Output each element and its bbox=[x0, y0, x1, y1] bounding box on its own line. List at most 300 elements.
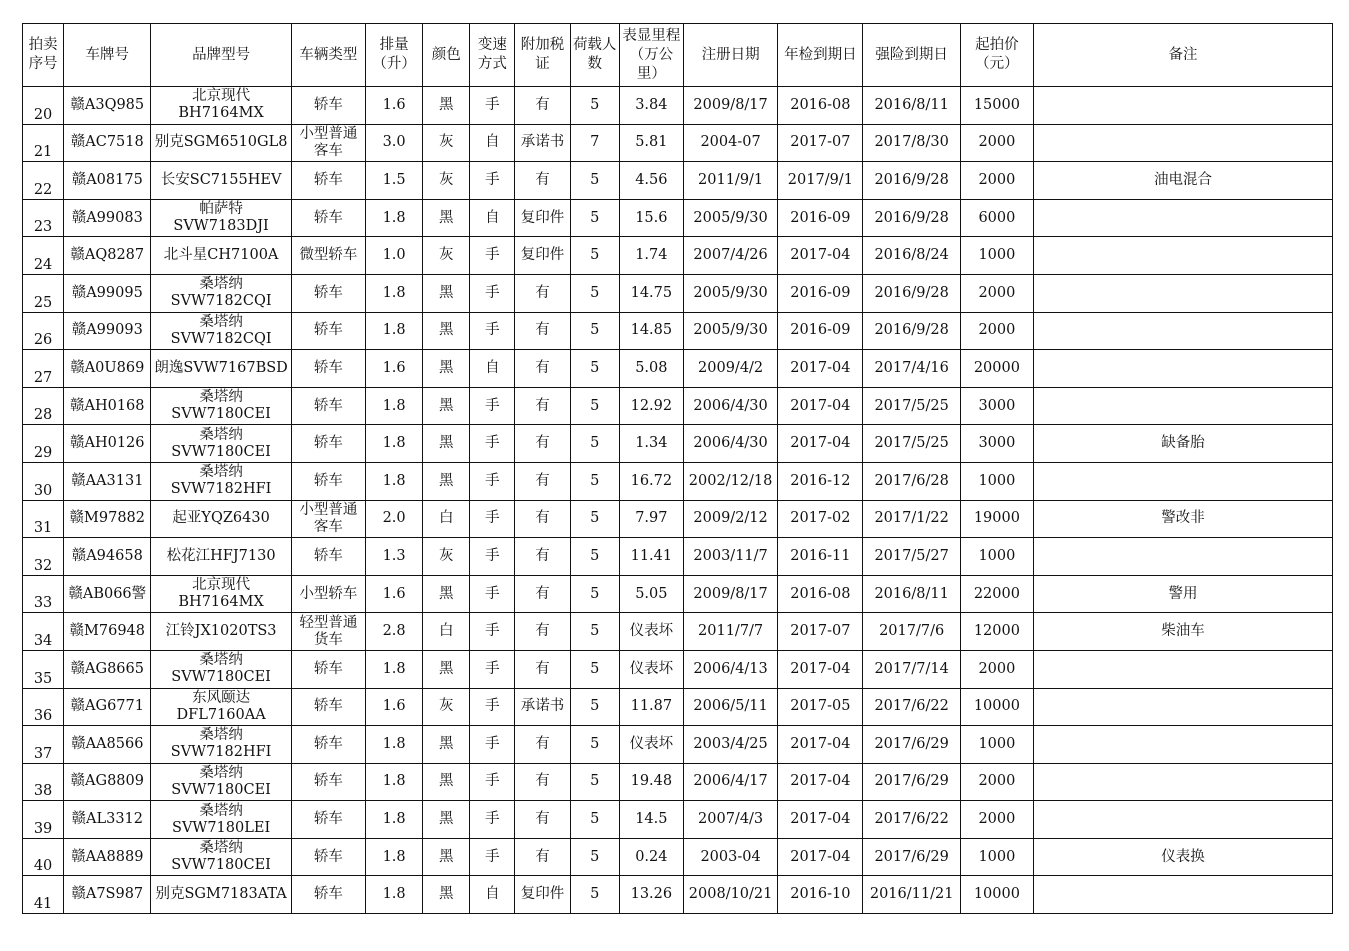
cell-plate: 赣AA8889 bbox=[64, 838, 151, 876]
table-row bbox=[23, 801, 1333, 839]
cell-transmission: 自 bbox=[470, 350, 515, 388]
cell-displacement: 1.0 bbox=[366, 237, 423, 275]
cell-vehicle-type: 轿车 bbox=[291, 274, 365, 312]
cell-plate: 赣AA3131 bbox=[64, 462, 151, 500]
cell-start-price: 2000 bbox=[960, 124, 1033, 162]
cell-inspection-due: 2017-04 bbox=[778, 838, 863, 876]
cell-start-price: 1000 bbox=[960, 726, 1033, 764]
cell-registration-date: 2007/4/26 bbox=[683, 237, 777, 275]
cell-transmission: 手 bbox=[470, 274, 515, 312]
cell-displacement: 1.6 bbox=[366, 350, 423, 388]
header-auction-no: 拍卖序号 bbox=[23, 24, 64, 87]
cell-tax-cert: 有 bbox=[515, 838, 570, 876]
cell-auction-no: 28 bbox=[23, 387, 64, 425]
cell-start-price: 3000 bbox=[960, 425, 1033, 463]
cell-brand-model: 桑塔纳SVW7182CQI bbox=[151, 312, 291, 350]
cell-inspection-due: 2017-04 bbox=[778, 237, 863, 275]
cell-transmission: 手 bbox=[470, 688, 515, 726]
cell-color: 黑 bbox=[423, 575, 470, 613]
cell-insurance-due: 2016/9/28 bbox=[863, 199, 960, 237]
cell-remarks: 油电混合 bbox=[1034, 162, 1333, 200]
cell-vehicle-type: 小型轿车 bbox=[291, 575, 365, 613]
table-row bbox=[23, 425, 1333, 463]
cell-auction-no: 41 bbox=[23, 876, 64, 914]
table-row bbox=[23, 162, 1333, 200]
cell-vehicle-type: 轿车 bbox=[291, 876, 365, 914]
cell-insurance-due: 2017/5/25 bbox=[863, 425, 960, 463]
cell-tax-cert: 有 bbox=[515, 763, 570, 801]
cell-remarks bbox=[1034, 462, 1333, 500]
cell-displacement: 1.8 bbox=[366, 801, 423, 839]
cell-tax-cert: 有 bbox=[515, 575, 570, 613]
cell-tax-cert: 有 bbox=[515, 650, 570, 688]
cell-inspection-due: 2017-04 bbox=[778, 425, 863, 463]
cell-registration-date: 2005/9/30 bbox=[683, 199, 777, 237]
cell-plate: 赣AA8566 bbox=[64, 726, 151, 764]
cell-start-price: 22000 bbox=[960, 575, 1033, 613]
cell-vehicle-type: 轿车 bbox=[291, 199, 365, 237]
cell-color: 黑 bbox=[423, 274, 470, 312]
header-plate: 车牌号 bbox=[64, 24, 151, 87]
cell-plate: 赣A99083 bbox=[64, 199, 151, 237]
cell-vehicle-type: 轿车 bbox=[291, 350, 365, 388]
cell-start-price: 10000 bbox=[960, 688, 1033, 726]
cell-auction-no: 38 bbox=[23, 763, 64, 801]
cell-displacement: 1.8 bbox=[366, 462, 423, 500]
cell-start-price: 2000 bbox=[960, 763, 1033, 801]
cell-seats: 5 bbox=[570, 838, 619, 876]
cell-vehicle-type: 轿车 bbox=[291, 87, 365, 125]
table-row bbox=[23, 613, 1333, 651]
cell-remarks bbox=[1034, 199, 1333, 237]
cell-tax-cert: 有 bbox=[515, 500, 570, 538]
cell-seats: 5 bbox=[570, 763, 619, 801]
cell-brand-model: 桑塔纳SVW7180CEI bbox=[151, 425, 291, 463]
cell-plate: 赣M97882 bbox=[64, 500, 151, 538]
cell-registration-date: 2006/4/13 bbox=[683, 650, 777, 688]
cell-vehicle-type: 轿车 bbox=[291, 162, 365, 200]
cell-brand-model: 江铃JX1020TS3 bbox=[151, 613, 291, 651]
cell-registration-date: 2009/2/12 bbox=[683, 500, 777, 538]
cell-auction-no: 25 bbox=[23, 274, 64, 312]
cell-inspection-due: 2017-07 bbox=[778, 124, 863, 162]
cell-auction-no: 30 bbox=[23, 462, 64, 500]
cell-mileage: 仪表坏 bbox=[619, 650, 683, 688]
cell-inspection-due: 2017-04 bbox=[778, 350, 863, 388]
cell-insurance-due: 2017/6/29 bbox=[863, 726, 960, 764]
cell-color: 黑 bbox=[423, 726, 470, 764]
cell-vehicle-type: 轿车 bbox=[291, 312, 365, 350]
cell-auction-no: 20 bbox=[23, 87, 64, 125]
cell-plate: 赣A94658 bbox=[64, 538, 151, 576]
cell-color: 黑 bbox=[423, 650, 470, 688]
cell-color: 黑 bbox=[423, 350, 470, 388]
cell-start-price: 6000 bbox=[960, 199, 1033, 237]
cell-brand-model: 北京现代BH7164MX bbox=[151, 575, 291, 613]
cell-remarks bbox=[1034, 274, 1333, 312]
cell-displacement: 1.8 bbox=[366, 199, 423, 237]
header-insurance-due: 强险到期日 bbox=[863, 24, 960, 87]
cell-seats: 5 bbox=[570, 650, 619, 688]
cell-inspection-due: 2017-07 bbox=[778, 613, 863, 651]
cell-start-price: 20000 bbox=[960, 350, 1033, 388]
cell-transmission: 手 bbox=[470, 87, 515, 125]
cell-plate: 赣AG6771 bbox=[64, 688, 151, 726]
cell-brand-model: 北斗星CH7100A bbox=[151, 237, 291, 275]
table-row bbox=[23, 538, 1333, 576]
cell-seats: 5 bbox=[570, 876, 619, 914]
cell-inspection-due: 2016-11 bbox=[778, 538, 863, 576]
cell-seats: 5 bbox=[570, 462, 619, 500]
cell-mileage: 14.75 bbox=[619, 274, 683, 312]
cell-transmission: 手 bbox=[470, 575, 515, 613]
cell-remarks bbox=[1034, 387, 1333, 425]
cell-inspection-due: 2016-09 bbox=[778, 312, 863, 350]
table-row bbox=[23, 237, 1333, 275]
cell-tax-cert: 有 bbox=[515, 162, 570, 200]
cell-seats: 5 bbox=[570, 575, 619, 613]
cell-mileage: 12.92 bbox=[619, 387, 683, 425]
cell-plate: 赣M76948 bbox=[64, 613, 151, 651]
cell-vehicle-type: 轿车 bbox=[291, 838, 365, 876]
cell-color: 黑 bbox=[423, 87, 470, 125]
cell-mileage: 19.48 bbox=[619, 763, 683, 801]
cell-insurance-due: 2017/7/6 bbox=[863, 613, 960, 651]
cell-vehicle-type: 轻型普通货车 bbox=[291, 613, 365, 651]
header-row bbox=[23, 24, 1333, 87]
cell-auction-no: 40 bbox=[23, 838, 64, 876]
cell-displacement: 3.0 bbox=[366, 124, 423, 162]
cell-vehicle-type: 小型普通客车 bbox=[291, 500, 365, 538]
cell-insurance-due: 2017/6/22 bbox=[863, 688, 960, 726]
table-row bbox=[23, 274, 1333, 312]
cell-transmission: 手 bbox=[470, 162, 515, 200]
cell-mileage: 11.87 bbox=[619, 688, 683, 726]
cell-inspection-due: 2017-04 bbox=[778, 650, 863, 688]
cell-displacement: 1.8 bbox=[366, 838, 423, 876]
cell-vehicle-type: 轿车 bbox=[291, 462, 365, 500]
table-row bbox=[23, 763, 1333, 801]
cell-color: 黑 bbox=[423, 462, 470, 500]
cell-remarks bbox=[1034, 312, 1333, 350]
cell-remarks bbox=[1034, 650, 1333, 688]
cell-registration-date: 2008/10/21 bbox=[683, 876, 777, 914]
cell-vehicle-type: 轿车 bbox=[291, 726, 365, 764]
cell-displacement: 1.8 bbox=[366, 274, 423, 312]
cell-tax-cert: 有 bbox=[515, 425, 570, 463]
cell-plate: 赣AL3312 bbox=[64, 801, 151, 839]
cell-mileage: 5.05 bbox=[619, 575, 683, 613]
cell-color: 黑 bbox=[423, 425, 470, 463]
cell-color: 灰 bbox=[423, 688, 470, 726]
cell-insurance-due: 2016/9/28 bbox=[863, 274, 960, 312]
cell-remarks: 警改非 bbox=[1034, 500, 1333, 538]
cell-brand-model: 桑塔纳SVW7182HFI bbox=[151, 726, 291, 764]
cell-mileage: 1.74 bbox=[619, 237, 683, 275]
cell-transmission: 自 bbox=[470, 199, 515, 237]
cell-inspection-due: 2016-09 bbox=[778, 199, 863, 237]
cell-seats: 5 bbox=[570, 199, 619, 237]
cell-start-price: 2000 bbox=[960, 650, 1033, 688]
cell-seats: 5 bbox=[570, 613, 619, 651]
header-brand-model: 品牌型号 bbox=[151, 24, 291, 87]
cell-brand-model: 桑塔纳SVW7180CEI bbox=[151, 763, 291, 801]
cell-brand-model: 帕萨特SVW7183DJI bbox=[151, 199, 291, 237]
cell-mileage: 15.6 bbox=[619, 199, 683, 237]
cell-remarks bbox=[1034, 538, 1333, 576]
cell-mileage: 仪表坏 bbox=[619, 613, 683, 651]
cell-transmission: 手 bbox=[470, 763, 515, 801]
cell-insurance-due: 2017/5/27 bbox=[863, 538, 960, 576]
cell-registration-date: 2011/7/7 bbox=[683, 613, 777, 651]
cell-color: 白 bbox=[423, 613, 470, 651]
cell-auction-no: 24 bbox=[23, 237, 64, 275]
cell-color: 黑 bbox=[423, 312, 470, 350]
cell-transmission: 手 bbox=[470, 425, 515, 463]
cell-plate: 赣A3Q985 bbox=[64, 87, 151, 125]
header-inspection-due: 年检到期日 bbox=[778, 24, 863, 87]
cell-mileage: 14.5 bbox=[619, 801, 683, 839]
cell-start-price: 2000 bbox=[960, 274, 1033, 312]
table-row bbox=[23, 838, 1333, 876]
cell-inspection-due: 2017-04 bbox=[778, 801, 863, 839]
cell-auction-no: 32 bbox=[23, 538, 64, 576]
cell-displacement: 1.8 bbox=[366, 387, 423, 425]
cell-plate: 赣AG8665 bbox=[64, 650, 151, 688]
cell-remarks bbox=[1034, 876, 1333, 914]
cell-tax-cert: 复印件 bbox=[515, 876, 570, 914]
cell-vehicle-type: 轿车 bbox=[291, 763, 365, 801]
cell-insurance-due: 2017/4/16 bbox=[863, 350, 960, 388]
cell-brand-model: 桑塔纳SVW7180CEI bbox=[151, 650, 291, 688]
cell-plate: 赣A99093 bbox=[64, 312, 151, 350]
cell-transmission: 手 bbox=[470, 500, 515, 538]
cell-tax-cert: 有 bbox=[515, 87, 570, 125]
cell-start-price: 1000 bbox=[960, 237, 1033, 275]
cell-remarks bbox=[1034, 124, 1333, 162]
cell-vehicle-type: 轿车 bbox=[291, 538, 365, 576]
cell-plate: 赣AB066警 bbox=[64, 575, 151, 613]
cell-transmission: 手 bbox=[470, 801, 515, 839]
cell-seats: 5 bbox=[570, 312, 619, 350]
cell-mileage: 4.56 bbox=[619, 162, 683, 200]
cell-vehicle-type: 轿车 bbox=[291, 801, 365, 839]
cell-seats: 5 bbox=[570, 387, 619, 425]
cell-insurance-due: 2016/8/11 bbox=[863, 575, 960, 613]
cell-displacement: 1.8 bbox=[366, 726, 423, 764]
cell-registration-date: 2006/4/30 bbox=[683, 387, 777, 425]
cell-auction-no: 21 bbox=[23, 124, 64, 162]
cell-displacement: 1.8 bbox=[366, 312, 423, 350]
cell-transmission: 手 bbox=[470, 838, 515, 876]
cell-vehicle-type: 轿车 bbox=[291, 650, 365, 688]
cell-plate: 赣A08175 bbox=[64, 162, 151, 200]
cell-remarks bbox=[1034, 87, 1333, 125]
cell-tax-cert: 有 bbox=[515, 312, 570, 350]
cell-tax-cert: 有 bbox=[515, 613, 570, 651]
cell-plate: 赣AG8809 bbox=[64, 763, 151, 801]
cell-auction-no: 29 bbox=[23, 425, 64, 463]
cell-brand-model: 别克SGM7183ATA bbox=[151, 876, 291, 914]
cell-plate: 赣A7S987 bbox=[64, 876, 151, 914]
cell-color: 黑 bbox=[423, 199, 470, 237]
cell-auction-no: 37 bbox=[23, 726, 64, 764]
cell-start-price: 12000 bbox=[960, 613, 1033, 651]
cell-transmission: 自 bbox=[470, 876, 515, 914]
cell-insurance-due: 2016/8/11 bbox=[863, 87, 960, 125]
table-row bbox=[23, 876, 1333, 914]
cell-tax-cert: 有 bbox=[515, 726, 570, 764]
cell-transmission: 手 bbox=[470, 538, 515, 576]
cell-inspection-due: 2017-04 bbox=[778, 726, 863, 764]
cell-mileage: 5.08 bbox=[619, 350, 683, 388]
cell-remarks bbox=[1034, 237, 1333, 275]
cell-brand-model: 桑塔纳SVW7182CQI bbox=[151, 274, 291, 312]
cell-color: 黑 bbox=[423, 838, 470, 876]
cell-insurance-due: 2017/6/22 bbox=[863, 801, 960, 839]
cell-plate: 赣AC7518 bbox=[64, 124, 151, 162]
cell-insurance-due: 2017/6/29 bbox=[863, 838, 960, 876]
cell-seats: 5 bbox=[570, 538, 619, 576]
cell-color: 黑 bbox=[423, 763, 470, 801]
cell-tax-cert: 有 bbox=[515, 538, 570, 576]
cell-vehicle-type: 轿车 bbox=[291, 387, 365, 425]
cell-start-price: 1000 bbox=[960, 838, 1033, 876]
cell-brand-model: 桑塔纳SVW7180LEI bbox=[151, 801, 291, 839]
cell-color: 灰 bbox=[423, 237, 470, 275]
cell-vehicle-type: 微型轿车 bbox=[291, 237, 365, 275]
cell-transmission: 手 bbox=[470, 613, 515, 651]
cell-plate: 赣A0U869 bbox=[64, 350, 151, 388]
cell-remarks bbox=[1034, 726, 1333, 764]
cell-color: 黑 bbox=[423, 876, 470, 914]
cell-displacement: 2.8 bbox=[366, 613, 423, 651]
cell-transmission: 手 bbox=[470, 312, 515, 350]
cell-mileage: 3.84 bbox=[619, 87, 683, 125]
cell-displacement: 1.3 bbox=[366, 538, 423, 576]
cell-auction-no: 31 bbox=[23, 500, 64, 538]
table-row bbox=[23, 387, 1333, 425]
cell-start-price: 1000 bbox=[960, 538, 1033, 576]
cell-start-price: 19000 bbox=[960, 500, 1033, 538]
cell-inspection-due: 2016-09 bbox=[778, 274, 863, 312]
header-start-price: 起拍价（元） bbox=[960, 24, 1033, 87]
cell-plate: 赣AH0126 bbox=[64, 425, 151, 463]
cell-inspection-due: 2017-02 bbox=[778, 500, 863, 538]
cell-registration-date: 2005/9/30 bbox=[683, 312, 777, 350]
cell-color: 黑 bbox=[423, 801, 470, 839]
cell-start-price: 3000 bbox=[960, 387, 1033, 425]
cell-tax-cert: 有 bbox=[515, 274, 570, 312]
header-vehicle-type: 车辆类型 bbox=[291, 24, 365, 87]
cell-mileage: 13.26 bbox=[619, 876, 683, 914]
table-row bbox=[23, 688, 1333, 726]
cell-seats: 5 bbox=[570, 274, 619, 312]
cell-registration-date: 2007/4/3 bbox=[683, 801, 777, 839]
header-mileage: 表显里程（万公里） bbox=[619, 24, 683, 87]
cell-tax-cert: 承诺书 bbox=[515, 688, 570, 726]
cell-registration-date: 2006/4/17 bbox=[683, 763, 777, 801]
cell-displacement: 2.0 bbox=[366, 500, 423, 538]
table-row bbox=[23, 199, 1333, 237]
cell-color: 白 bbox=[423, 500, 470, 538]
header-displacement: 排量（升） bbox=[366, 24, 423, 87]
cell-remarks bbox=[1034, 801, 1333, 839]
cell-seats: 5 bbox=[570, 162, 619, 200]
cell-auction-no: 23 bbox=[23, 199, 64, 237]
cell-inspection-due: 2016-08 bbox=[778, 575, 863, 613]
table-row bbox=[23, 312, 1333, 350]
cell-mileage: 5.81 bbox=[619, 124, 683, 162]
cell-transmission: 手 bbox=[470, 387, 515, 425]
cell-registration-date: 2003/11/7 bbox=[683, 538, 777, 576]
cell-color: 灰 bbox=[423, 162, 470, 200]
cell-registration-date: 2009/8/17 bbox=[683, 87, 777, 125]
cell-insurance-due: 2016/8/24 bbox=[863, 237, 960, 275]
cell-tax-cert: 有 bbox=[515, 801, 570, 839]
cell-mileage: 16.72 bbox=[619, 462, 683, 500]
cell-start-price: 2000 bbox=[960, 801, 1033, 839]
table-row bbox=[23, 350, 1333, 388]
table-row bbox=[23, 462, 1333, 500]
cell-color: 黑 bbox=[423, 387, 470, 425]
cell-insurance-due: 2016/11/21 bbox=[863, 876, 960, 914]
table-row bbox=[23, 650, 1333, 688]
cell-remarks: 缺备胎 bbox=[1034, 425, 1333, 463]
cell-brand-model: 松花江HFJ7130 bbox=[151, 538, 291, 576]
cell-insurance-due: 2017/1/22 bbox=[863, 500, 960, 538]
cell-inspection-due: 2016-12 bbox=[778, 462, 863, 500]
cell-insurance-due: 2017/5/25 bbox=[863, 387, 960, 425]
cell-brand-model: 桑塔纳SVW7180CEI bbox=[151, 838, 291, 876]
cell-auction-no: 22 bbox=[23, 162, 64, 200]
cell-plate: 赣AQ8287 bbox=[64, 237, 151, 275]
cell-remarks: 柴油车 bbox=[1034, 613, 1333, 651]
header-color: 颜色 bbox=[423, 24, 470, 87]
cell-seats: 5 bbox=[570, 87, 619, 125]
cell-remarks bbox=[1034, 350, 1333, 388]
cell-start-price: 15000 bbox=[960, 87, 1033, 125]
cell-tax-cert: 复印件 bbox=[515, 199, 570, 237]
cell-start-price: 2000 bbox=[960, 162, 1033, 200]
cell-registration-date: 2009/8/17 bbox=[683, 575, 777, 613]
cell-displacement: 1.8 bbox=[366, 425, 423, 463]
cell-seats: 5 bbox=[570, 688, 619, 726]
cell-plate: 赣A99095 bbox=[64, 274, 151, 312]
cell-insurance-due: 2017/7/14 bbox=[863, 650, 960, 688]
cell-registration-date: 2011/9/1 bbox=[683, 162, 777, 200]
cell-inspection-due: 2017/9/1 bbox=[778, 162, 863, 200]
header-remarks: 备注 bbox=[1034, 24, 1333, 87]
cell-brand-model: 别克SGM6510GL8 bbox=[151, 124, 291, 162]
cell-brand-model: 桑塔纳SVW7182HFI bbox=[151, 462, 291, 500]
cell-mileage: 0.24 bbox=[619, 838, 683, 876]
cell-brand-model: 朗逸SVW7167BSD bbox=[151, 350, 291, 388]
cell-remarks bbox=[1034, 688, 1333, 726]
cell-registration-date: 2009/4/2 bbox=[683, 350, 777, 388]
cell-mileage: 11.41 bbox=[619, 538, 683, 576]
cell-displacement: 1.5 bbox=[366, 162, 423, 200]
header-transmission: 变速方式 bbox=[470, 24, 515, 87]
cell-transmission: 手 bbox=[470, 237, 515, 275]
cell-registration-date: 2004-07 bbox=[683, 124, 777, 162]
cell-transmission: 自 bbox=[470, 124, 515, 162]
cell-insurance-due: 2017/6/29 bbox=[863, 763, 960, 801]
cell-transmission: 手 bbox=[470, 726, 515, 764]
cell-brand-model: 桑塔纳SVW7180CEI bbox=[151, 387, 291, 425]
cell-insurance-due: 2017/8/30 bbox=[863, 124, 960, 162]
cell-displacement: 1.6 bbox=[366, 688, 423, 726]
